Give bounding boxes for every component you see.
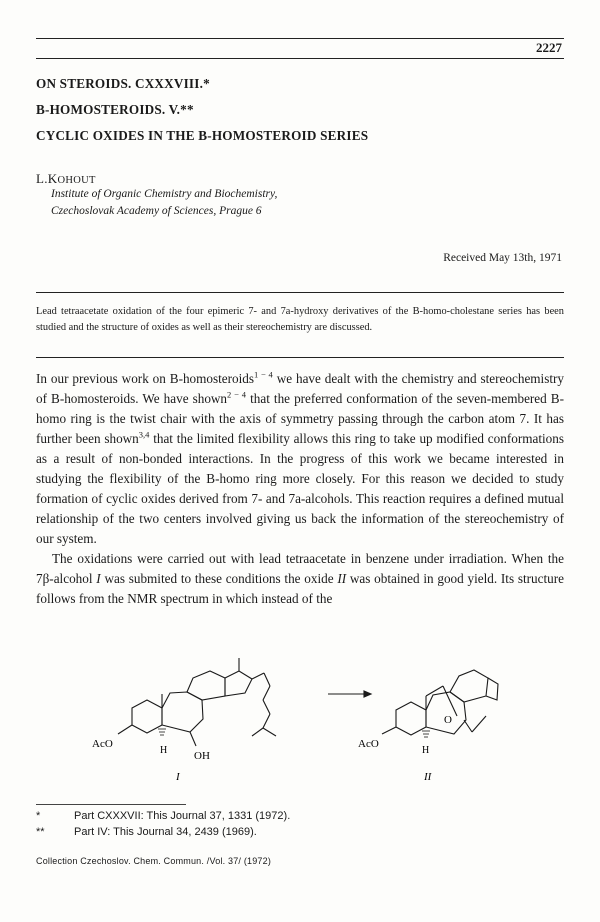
abstract-top-rule <box>36 292 564 293</box>
structure-I-hydroxyl: OH <box>194 750 210 762</box>
ring-c <box>187 671 225 700</box>
abstract: Lead tetraacetate oxidation of the four epimeric 7- and 7a-hydroxy derivatives of the B-homo-cholestane series has been studied and the structure of oxides as well as their stereochemistry are discussed. <box>36 306 564 333</box>
top-rule <box>36 38 564 39</box>
ring-d <box>225 671 252 696</box>
received-date: Received May 13th, 1971 <box>443 252 562 264</box>
article-body <box>36 369 564 609</box>
affiliation-line-1: Institute of Organic Chemistry and Biochemistry, <box>51 188 278 200</box>
ref-3-4: 3,4 <box>138 429 150 440</box>
structure-I-acetate: AcO <box>92 738 113 750</box>
ring-c-ii <box>450 670 488 702</box>
affiliation-line-2: Czechoslovak Academy of Sciences, Prague 6 <box>51 205 262 217</box>
structure-I-hydrogen: H <box>160 745 168 756</box>
ring-b-ii <box>426 692 466 734</box>
ring-b-homo <box>162 692 203 732</box>
abstract-bottom-rule <box>36 357 564 358</box>
author-name: L.KOHOUT <box>36 171 96 186</box>
title-line-2: B-HOMOSTEROIDS. V.** <box>36 102 194 117</box>
ref-2-4: 2 − 4 <box>227 389 247 400</box>
paragraph-2: The oxidations were carried out with lead tetraacetate in benzene under irradiation. When the 7β-alcohol I was submited to these conditions the oxide II was obtained in good yield. Its structure follows from the NMR spectrum in which instead of the <box>36 551 564 606</box>
header-rule <box>36 58 564 59</box>
structure-I <box>118 658 276 746</box>
reaction-scheme <box>80 656 520 796</box>
paragraph-1: In our previous work on B-homosteroids$^{1 - 4}$ we have dealt with the chemistry and stereochemistry of B-homosteroids. We have shown$^{2 - 4}$ that the preferred conformation of the seven-membered B-homo ring is the twist chair with the axis of symmetry passing through the carbon atom 7. It has further been shown$^{3,4}$ that the limited flexibility allows this ring to take up modified conformations as a result of non-bonded interactions. In the progress of this work we became interested in studying the flexibility of the B-homo ring more closely. For this reason we decided to study formation of cyclic oxides derived from 7- and 7a-alcohols. This reaction requires a defined mutual relationship of the two centers involved giving us back the information of the stereochemistry of our system. <box>36 369 564 546</box>
footnote-2: ** Part IV: This Journal 34, 2439 (1969). <box>36 826 257 838</box>
ring-a <box>132 700 162 733</box>
ref-1-4: 1 − 4 <box>254 369 273 380</box>
ring-a-ii <box>396 702 426 735</box>
page-number: 2227 <box>536 40 562 55</box>
journal-citation: Collection Czechoslov. Chem. Commun. /Vol. 37/ (1972) <box>36 856 272 866</box>
structure-II-oxygen: O <box>444 714 452 726</box>
title-line-1: ON STEROIDS. CXXXVIII.* <box>36 76 210 91</box>
title-line-3: CYCLIC OXIDES IN THE B-HOMOSTEROID SERIES <box>36 128 369 143</box>
structure-II-hydrogen: H <box>422 745 430 756</box>
footnote-rule <box>36 804 186 805</box>
structure-I-label: I <box>176 771 180 783</box>
reaction-arrow <box>328 691 371 697</box>
structure-II-acetate: AcO <box>358 738 379 750</box>
footnote-1: * Part CXXXVII: This Journal 37, 1331 (1972). <box>36 810 291 822</box>
structure-II-label: II <box>424 771 432 783</box>
structure-II <box>382 670 498 737</box>
